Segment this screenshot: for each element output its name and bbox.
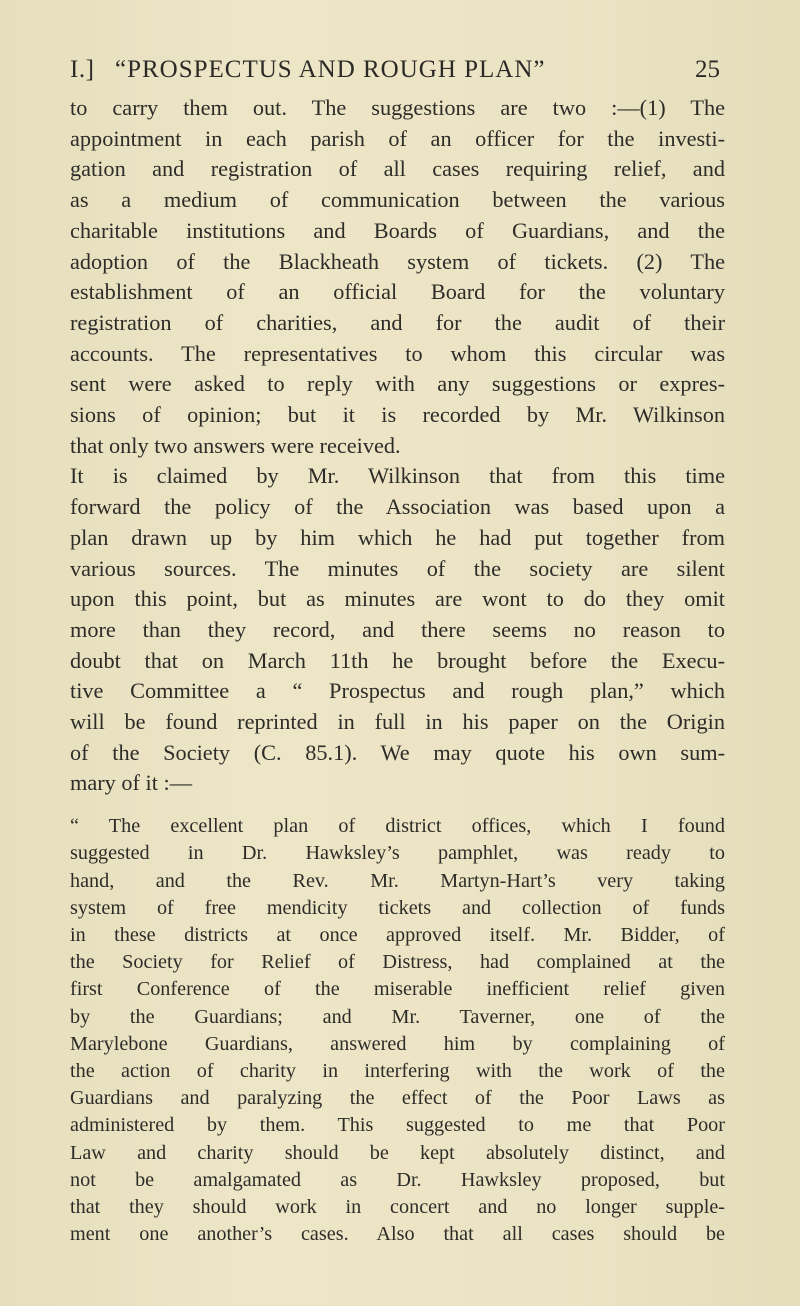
text-line: various sources. The minutes of the society are silent (70, 555, 725, 581)
quote-line: system of free mendicity tickets and collection of funds (70, 896, 725, 919)
text-line: It is claimed by Mr. Wilkinson that from this time (70, 463, 725, 489)
text-line: charitable institutions and Boards of Guardians, and the (70, 217, 725, 243)
quote-line: ment one another’s cases. Also that all cases should be (70, 1223, 725, 1246)
text-line: mary of it :— (70, 770, 192, 796)
text-line: as a medium of communication between the various (70, 187, 725, 213)
quote-line: administered by them. This suggested to me that Poor (70, 1114, 725, 1137)
running-title: “PROSPECTUS AND ROUGH PLAN” (115, 56, 546, 83)
quote-line: Marylebone Guardians, answered him by complaining of (70, 1032, 725, 1055)
text-line: will be found reprinted in full in his paper on the Origin (70, 709, 725, 735)
text-line: plan drawn up by him which he had put together from (70, 524, 725, 550)
chapter-number: I.] (70, 56, 95, 83)
quote-line: “ The excellent plan of district offices, which I found (70, 815, 725, 838)
running-header (70, 56, 720, 90)
quote-line: the Society for Relief of Distress, had complained at the (70, 951, 725, 974)
text-line: that only two answers were received. (70, 432, 401, 458)
text-line: upon this point, but as minutes are wont to do they omit (70, 586, 725, 612)
page-number: 25 (695, 56, 720, 83)
text-line: accounts. The representatives to whom this circular was (70, 340, 725, 366)
text-line: sions of opinion; but it is recorded by Mr. Wilkinson (70, 402, 725, 428)
text-line: tive Committee a “ Prospectus and rough plan,” which (70, 678, 725, 704)
text-line: establishment of an official Board for the voluntary (70, 279, 725, 305)
text-line: more than they record, and there seems no reason to (70, 616, 725, 642)
text-line: doubt that on March 11th he brought before the Execu- (70, 647, 725, 673)
quote-line: suggested in Dr. Hawksley’s pamphlet, was ready to (70, 842, 725, 865)
paragraph-prospectus (70, 461, 725, 799)
text-line: to carry them out. The suggestions are two :—(1) The (70, 95, 725, 120)
quote-line: Law and charity should be kept absolutely distinct, and (70, 1141, 725, 1164)
quote-line: by the Guardians; and Mr. Taverner, one of the (70, 1005, 725, 1028)
quote-line: in these districts at once approved itself. Mr. Bidder, of (70, 923, 725, 946)
paragraph-suggestions (70, 93, 725, 461)
text-line: of the Society (C. 85.1). We may quote his own sum- (70, 739, 725, 765)
quote-line: that they should work in concert and no longer supple- (70, 1196, 725, 1219)
quote-line: hand, and the Rev. Mr. Martyn-Hart’s very taking (70, 869, 725, 892)
block-quote (70, 813, 725, 1248)
body-text (70, 93, 725, 1248)
text-line: adoption of the Blackheath system of tickets. (2) The (70, 248, 725, 274)
text-line: registration of charities, and for the audit of their (70, 309, 725, 335)
quote-line: first Conference of the miserable inefficient relief given (70, 978, 725, 1001)
quote-line: not be amalgamated as Dr. Hawksley proposed, but (70, 1168, 725, 1191)
quote-line: Guardians and paralyzing the effect of the Poor Laws as (70, 1087, 725, 1110)
text-line: gation and registration of all cases requiring relief, and (70, 156, 725, 182)
text-line: forward the policy of the Association was based upon a (70, 494, 725, 520)
text-line: appointment in each parish of an officer for the investi- (70, 125, 725, 151)
text-line: sent were asked to reply with any suggestions or expres- (70, 371, 725, 397)
quote-line: the action of charity in interfering with the work of the (70, 1060, 725, 1082)
